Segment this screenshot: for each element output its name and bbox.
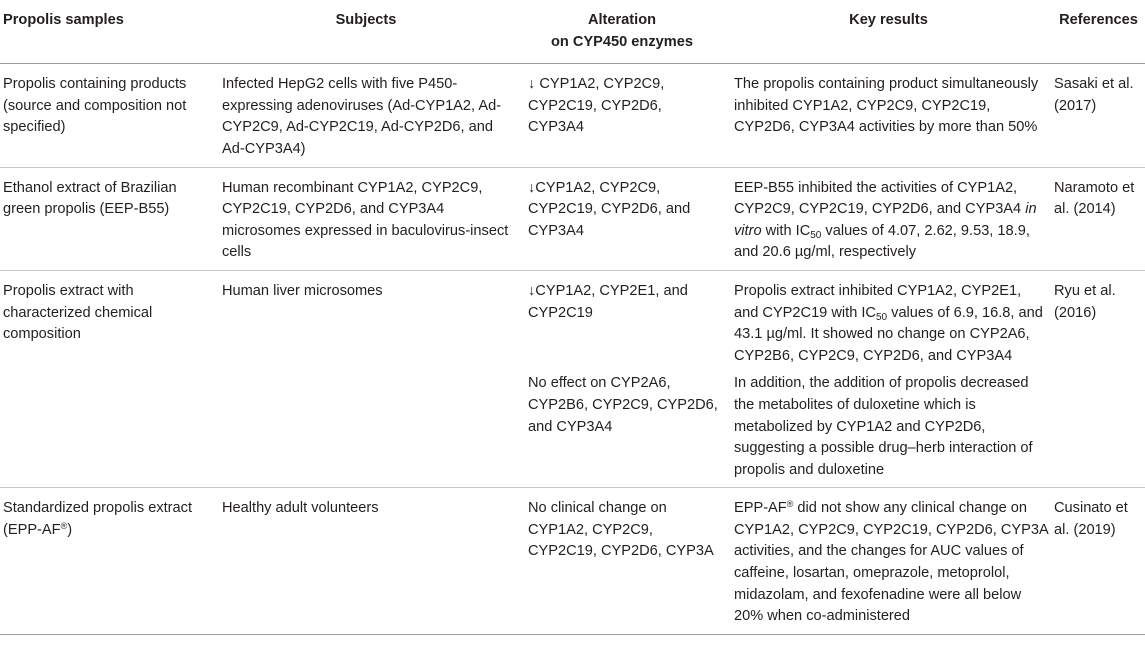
reference-cell: Ryu et al. (2016) (1052, 270, 1145, 487)
table-row (0, 270, 1145, 373)
header-key-results: Key results (725, 0, 1052, 64)
sample-cell: Propolis containing products (source and composition not specified) (3, 76, 187, 136)
table-row (0, 64, 1145, 167)
header-subjects: Subjects (213, 0, 519, 64)
result-cell: The propolis containing product simultaneously inhibited CYP1A2, CYP2C9, CYP2C19, CYP2D6, CYP3A4 activities by more than 50% (734, 76, 1039, 136)
table-row (0, 488, 1145, 635)
reference-cell: Sasaki et al. (2017) (1054, 76, 1134, 114)
reference-cell: Cusinato et al. (2019) (1052, 488, 1145, 635)
subjects-cell: Human recombinant CYP1A2, CYP2C9, CYP2C19, CYP2D6, and CYP3A4 microsomes expressed in baculovirus-insect cells (213, 167, 519, 270)
subjects-cell: Infected HepG2 cells with five P450-expressing adenoviruses (Ad-CYP1A2, Ad-CYP2C9, Ad-CYP2C19, Ad-CYP2D6, and Ad-CYP3A4) (222, 76, 502, 157)
sample-cell: Ethanol extract of Brazilian green propolis (EEP-B55) (0, 167, 213, 270)
alteration-cell: ↓CYP1A2, CYP2E1, and CYP2C19 (519, 270, 725, 373)
header-alteration-line2: on CYP450 enzymes (551, 33, 693, 50)
sample-cell: Propolis extract with characterized chemical composition (0, 270, 213, 487)
subjects-cell: Human liver microsomes (213, 270, 519, 487)
result-cell: EEP-B55 inhibited the activities of CYP1A2, CYP2C9, CYP2C19, CYP2D6, and CYP3A4 in vitro with $IC_{50}$ values of 4.07, 2.62, 9.53, 18.9, and 20.6 µg/ml, respectively (725, 167, 1052, 270)
reference-cell: Naramoto et al. (2014) (1052, 167, 1145, 270)
alteration-cell: ↓CYP1A2, CYP2C9, CYP2C19, CYP2D6, and CYP3A4 (519, 167, 725, 270)
header-alteration (519, 0, 725, 64)
subjects-cell: Healthy adult volunteers (213, 488, 519, 635)
alteration-cell: No effect on CYP2A6, CYP2B6, CYP2C9, CYP2D6, and CYP3A4 (528, 375, 718, 435)
result-cell: In addition, the addition of propolis decreased the metabolites of duloxetine which is metabolized by CYP1A2 and CYP2D6, suggesting a possible drug–herb interaction of propolis and duloxetine (734, 375, 1033, 478)
alteration-cell: ↓ CYP1A2, CYP2C9, CYP2C19, CYP2D6, CYP3A4 (528, 76, 665, 136)
result-cell: Propolis extract inhibited CYP1A2, CYP2E1, and CYP2C19 with $IC_{50}$ values of 6.9, 16.8, and 43.1 µg/ml. It showed no change on CYP2A6, CYP2B6, CYP2C9, CYP2D6, and CYP3A4 (725, 270, 1052, 373)
alteration-cell: No clinical change on CYP1A2, CYP2C9, CYP2C19, CYP2D6, CYP3A (519, 488, 725, 635)
header-references: References (1052, 0, 1145, 64)
table-row (0, 167, 1145, 270)
result-cell: EPP-AF® did not show any clinical change on CYP1A2, CYP2C9, CYP2C19, CYP2D6, CYP3A activities, and the changes for AUC values of caffeine, losartan, omeprazole, metoprolol, midazolam, and fexofenadine were all below 20% when co-administered (725, 488, 1052, 635)
header-row (0, 0, 1145, 64)
header-samples: Propolis samples (0, 0, 213, 64)
header-alteration-line1: Alteration (587, 12, 657, 28)
sample-cell: Standardized propolis extract (EPP-AF®) (0, 488, 213, 635)
